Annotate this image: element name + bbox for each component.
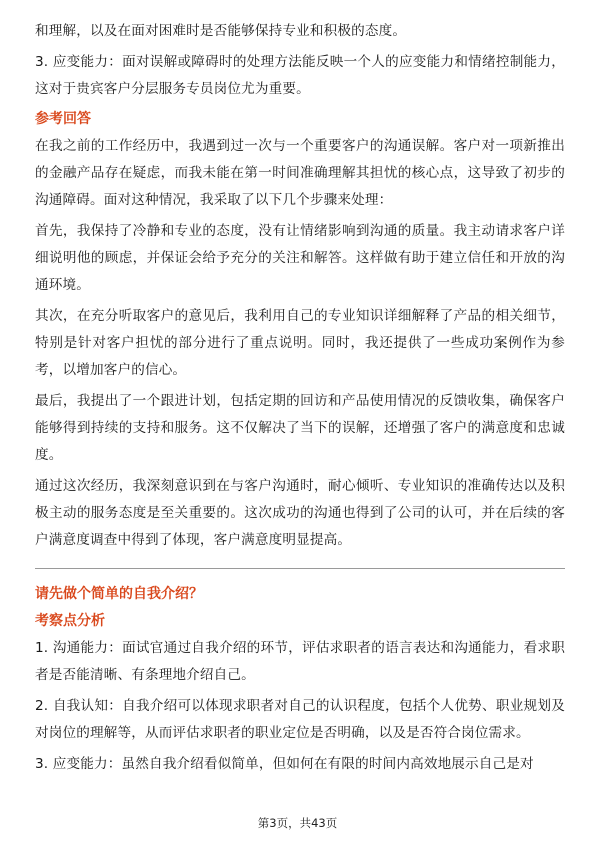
question-heading: 请先做个简单的自我介绍？ bbox=[35, 586, 203, 602]
page-number: 第3页，共43页 bbox=[257, 816, 338, 830]
analysis-point-2: 2. 自我认知：自我介绍可以体现求职者对自己的认识程度，包括个人优势、职业规划及对岗位的理解等，从而评估求职者的职业定位是否明确，以及是否符合岗位需求。 bbox=[35, 698, 565, 741]
answer-paragraph-4: 最后，我提出了一个跟进计划，包括定期的回访和产品使用情况的反馈收集，确保客户能够得到持续的支持和服务。这不仅解决了当下的误解，还增强了客户的满意度和忠诚度。 bbox=[35, 393, 565, 463]
analysis-point-3: 3. 应变能力：面对误解或障碍时的处理方法能反映一个人的应变能力和情绪控制能力，这对于贵宾客户分层服务专员岗位尤为重要。 bbox=[35, 54, 565, 97]
section-divider bbox=[35, 568, 565, 569]
paragraph-continuation: 和理解，以及在面对困难时是否能够保持专业和积极的态度。 bbox=[35, 23, 407, 39]
answer-paragraph-3: 其次，在充分听取客户的意见后，我利用自己的专业知识详细解释了产品的相关细节，特别是针对客户担忧的部分进行了重点说明。同时，我还提供了一些成功案例作为参考，以增加客户的信心。 bbox=[35, 308, 565, 378]
document-page bbox=[35, 18, 565, 782]
analysis-point-3-partial: 3. 应变能力：虽然自我介绍看似简单，但如何在有限的时间内高效地展示自己是对 bbox=[35, 756, 534, 772]
analysis-heading: 考察点分析 bbox=[35, 613, 105, 629]
answer-paragraph-2: 首先，我保持了冷静和专业的态度，没有让情绪影响到沟通的质量。我主动请求客户详细说明他的顾虑，并保证会给予充分的关注和解答。这样做有助于建立信任和开放的沟通环境。 bbox=[35, 223, 565, 293]
answer-paragraph-5: 通过这次经历，我深刻意识到在与客户沟通时，耐心倾听、专业知识的准确传达以及积极主动的服务态度是至关重要的。这次成功的沟通也得到了公司的认可，并在后续的客户满意度调查中得到了体现，客户满意度明显提高。 bbox=[35, 478, 565, 548]
reference-answer-heading: 参考回答 bbox=[35, 111, 91, 127]
answer-paragraph-1: 在我之前的工作经历中，我遇到过一次与一个重要客户的沟通误解。客户对一项新推出的金融产品存在疑虑，而我未能在第一时间准确理解其担忧的核心点，这导致了初步的沟通障碍。面对这种情况，我采取了以下几个步骤来处理： bbox=[35, 138, 565, 208]
analysis-point-1: 1. 沟通能力：面试官通过自我介绍的环节，评估求职者的语言表达和沟通能力，看求职者是否能清晰、有条理地介绍自己。 bbox=[35, 640, 565, 683]
